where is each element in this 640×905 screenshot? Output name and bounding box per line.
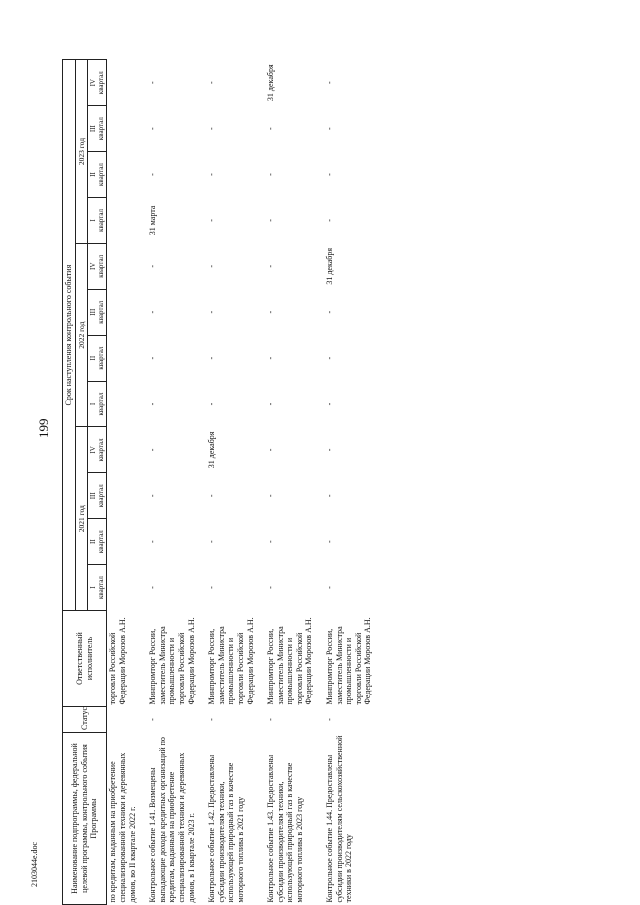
deadline-cell: 31 декабря: [325, 247, 335, 285]
header-quarter: [87, 519, 107, 565]
event-name: по кредитам, выданным на приобретение специализированной техники и деревянных домов, во II квартале 2022 г.: [108, 752, 137, 903]
quarter-number: III: [88, 125, 97, 133]
header-quarter: [87, 243, 107, 289]
deadline-cell: -: [325, 586, 335, 589]
deadline-cell: -: [148, 173, 158, 176]
deadline-cell: -: [325, 81, 335, 85]
rotated-table-wrapper: [62, 60, 622, 905]
header-year-2023: 2023 год: [75, 60, 87, 244]
deadline-cell: -: [148, 540, 158, 543]
deadline-cell: -: [266, 402, 276, 406]
event-name: Контрольное событие 1.43. Предоставлены субсидии производителям техники, использующей природный газ в качестве моторного топлива в 2023 году: [266, 754, 304, 903]
deadline-cell: -: [325, 310, 335, 314]
quarter-word: квартал: [96, 300, 105, 324]
header-quarter: [87, 381, 107, 427]
deadline-cell: [107, 565, 138, 611]
deadline-cell: -: [207, 540, 217, 543]
header-status: Статус: [63, 707, 107, 733]
event-status: -: [207, 718, 217, 721]
quarter-number: IV: [88, 262, 97, 271]
deadline-cell: -: [207, 264, 217, 268]
deadline-cell: -: [325, 173, 335, 176]
deadline-cell: -: [266, 127, 276, 130]
deadline-cell: 31 декабря: [266, 64, 276, 102]
quarter-word: квартал: [96, 346, 105, 370]
header-deadline: Срок наступления контрольного события: [63, 60, 76, 611]
deadline-cell: -: [266, 494, 276, 498]
table-row: [315, 60, 374, 905]
deadline-cell: -: [325, 127, 335, 130]
header-quarter: [87, 60, 107, 106]
event-name: Контрольное событие 1.42. Предоставлены субсидии производителям техники, использующей природный газ в качестве моторного топлива в 2021 году: [207, 754, 245, 903]
deadline-cell: -: [266, 586, 276, 589]
deadline-cell: -: [325, 219, 335, 222]
deadline-cell: -: [266, 448, 276, 452]
quarter-word: квартал: [96, 71, 105, 95]
deadline-cell: -: [325, 494, 335, 498]
quarter-word: квартал: [96, 163, 105, 187]
header-quarter: [87, 106, 107, 152]
event-name: Контрольное событие 1.44. Предоставлены субсидии производителям сельскохозяйственной техники в 2022 году: [325, 735, 354, 903]
header-quarter: [87, 197, 107, 243]
event-executor: Минпромторг России, заместитель Министра промышленности и торговли Российской Федерации Морозов А.Н.: [148, 617, 196, 705]
header-quarter: [87, 473, 107, 519]
deadline-cell: -: [207, 127, 217, 130]
quarter-number: I: [88, 219, 97, 222]
deadline-cell: -: [207, 402, 217, 406]
deadline-cell: -: [266, 219, 276, 222]
quarter-word: квартал: [96, 576, 105, 600]
header-quarter: [87, 289, 107, 335]
deadline-cell: -: [148, 81, 158, 85]
deadline-cell: -: [266, 264, 276, 268]
deadline-cell: -: [207, 356, 217, 360]
deadline-cell: [107, 381, 138, 427]
deadline-cell: -: [325, 448, 335, 452]
table-body: [107, 60, 374, 905]
deadline-cell: [107, 243, 138, 289]
table-row: [197, 60, 256, 905]
deadline-cell: [107, 519, 138, 565]
deadline-cell: -: [325, 356, 335, 360]
quarter-number: IV: [88, 79, 97, 87]
deadline-cell: -: [148, 310, 158, 314]
quarter-word: квартал: [96, 117, 105, 141]
deadline-cell: -: [266, 356, 276, 360]
event-executor: торговли Российской Федерации Морозов А.Н.: [108, 617, 127, 705]
quarter-number: I: [88, 402, 97, 406]
event-name: Контрольное событие 1.41. Возмещены выпадающие доходы кредитных организаций по кредитам, выданным на приобретение специализированной техники и деревянных домов, в I квартале 2023 г.: [148, 737, 196, 903]
quarter-number: II: [88, 355, 97, 361]
header-quarter: [87, 335, 107, 381]
quarter-number: I: [88, 586, 97, 589]
deadline-cell: [107, 289, 138, 335]
deadline-cell: -: [325, 540, 335, 543]
table-row: [107, 60, 138, 905]
deadline-cell: 31 марта: [148, 205, 158, 236]
deadline-cell: [107, 473, 138, 519]
event-status: -: [325, 718, 335, 721]
event-executor: Минпромторг России, заместитель Министра промышленности и торговли Российской Федерации Морозов А.Н.: [325, 617, 373, 705]
quarter-number: III: [88, 308, 97, 316]
deadline-cell: -: [266, 310, 276, 314]
deadline-cell: -: [148, 402, 158, 406]
deadline-cell: [107, 106, 138, 152]
control-events-table: [62, 59, 374, 905]
header-name: Наименование подпрограммы, федеральной целевой программы, контрольного события Программы: [63, 733, 107, 905]
quarter-word: квартал: [96, 484, 105, 508]
deadline-cell: -: [207, 586, 217, 589]
deadline-cell: [107, 60, 138, 106]
deadline-cell: -: [266, 173, 276, 176]
event-status: [107, 707, 138, 733]
deadline-cell: -: [207, 219, 217, 222]
deadline-cell: [107, 152, 138, 198]
quarter-word: квартал: [96, 254, 105, 278]
quarter-number: IV: [88, 446, 97, 454]
deadline-cell: -: [148, 586, 158, 589]
deadline-cell: -: [207, 494, 217, 498]
table-row: [256, 60, 315, 905]
deadline-cell: -: [266, 540, 276, 543]
deadline-cell: -: [148, 448, 158, 452]
quarter-number: II: [88, 539, 97, 544]
deadline-cell: -: [207, 81, 217, 85]
quarter-word: квартал: [96, 208, 105, 232]
quarter-number: III: [88, 492, 97, 500]
header-quarter: [87, 152, 107, 198]
quarter-number: II: [88, 172, 97, 177]
footer-filename: 2103044e.doc: [30, 841, 39, 887]
deadline-cell: [107, 427, 138, 473]
quarter-word: квартал: [96, 392, 105, 416]
deadline-cell: -: [325, 402, 335, 406]
deadline-cell: -: [148, 127, 158, 130]
page-number: 199: [36, 418, 51, 438]
event-executor: Минпромторг России, заместитель Министра промышленности и торговли Российской Федерации Морозов А.Н.: [266, 617, 314, 705]
deadline-cell: -: [148, 494, 158, 498]
header-year-2022: 2022 год: [75, 243, 87, 427]
header-quarter: [87, 565, 107, 611]
header-year-2021: 2021 год: [75, 427, 87, 611]
event-executor: Минпромторг России, заместитель Министра промышленности и торговли Российской Федерации Морозов А.Н.: [207, 617, 255, 705]
quarter-word: квартал: [96, 530, 105, 554]
quarter-word: квартал: [96, 438, 105, 462]
deadline-cell: -: [148, 356, 158, 360]
table-row: [138, 60, 197, 905]
header-quarter: [87, 427, 107, 473]
deadline-cell: 31 декабря: [207, 431, 217, 469]
deadline-cell: -: [207, 310, 217, 314]
header-executor: Ответственный исполнитель: [63, 611, 107, 707]
deadline-cell: -: [207, 173, 217, 176]
deadline-cell: -: [148, 264, 158, 268]
event-status: -: [148, 718, 158, 721]
deadline-cell: [107, 335, 138, 381]
deadline-cell: [107, 197, 138, 243]
event-status: -: [266, 718, 276, 721]
